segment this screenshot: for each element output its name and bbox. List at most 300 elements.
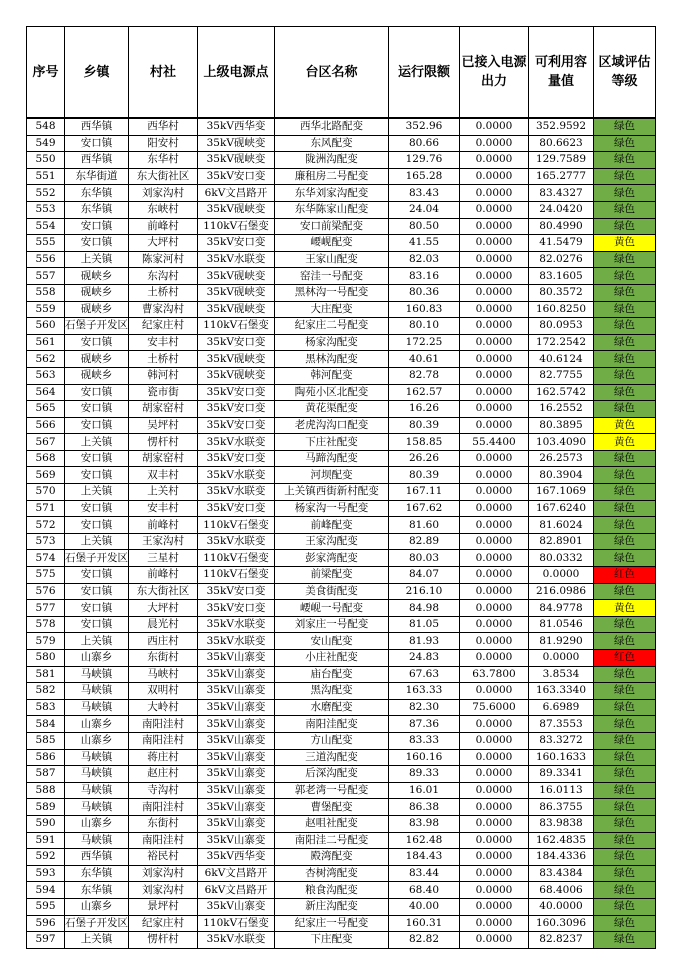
cell-village: 瓷市街 bbox=[129, 384, 198, 401]
cell-power-source: 35kV安口变 bbox=[198, 384, 275, 401]
cell-village: 东华村 bbox=[129, 152, 198, 169]
cell-township: 安口镇 bbox=[65, 500, 129, 517]
cell-connected-output: 0.0000 bbox=[460, 550, 529, 567]
cell-index: 567 bbox=[27, 434, 65, 451]
cell-connected-output: 0.0000 bbox=[460, 898, 529, 915]
table-row bbox=[27, 517, 656, 534]
cell-station-name: 上关镇西街新村配变 bbox=[275, 484, 389, 501]
cell-available-capacity: 0.0000 bbox=[529, 567, 594, 584]
cell-station-name: 马蹄沟配变 bbox=[275, 450, 389, 467]
table-row bbox=[27, 284, 656, 301]
cell-village: 东大街社区 bbox=[129, 583, 198, 600]
cell-township: 山寨乡 bbox=[65, 716, 129, 733]
cell-rating: 绿色 bbox=[594, 550, 656, 567]
cell-township: 马峡镇 bbox=[65, 749, 129, 766]
cell-station-name: 水磨配变 bbox=[275, 699, 389, 716]
cell-power-source: 35kV安口变 bbox=[198, 334, 275, 351]
cell-station-name: 曹堡配变 bbox=[275, 799, 389, 816]
cell-township: 安口镇 bbox=[65, 417, 129, 434]
cell-station-name: 陇洲沟配变 bbox=[275, 152, 389, 169]
cell-available-capacity: 167.6240 bbox=[529, 500, 594, 517]
cell-power-source: 35kV水联变 bbox=[198, 434, 275, 451]
cell-station-name: 东风配变 bbox=[275, 135, 389, 152]
cell-connected-output: 0.0000 bbox=[460, 849, 529, 866]
cell-power-source: 35kV水联变 bbox=[198, 467, 275, 484]
cell-limit: 184.43 bbox=[389, 849, 460, 866]
cell-connected-output: 0.0000 bbox=[460, 135, 529, 152]
cell-available-capacity: 80.0332 bbox=[529, 550, 594, 567]
table-row bbox=[27, 384, 656, 401]
cell-township: 砚峡乡 bbox=[65, 268, 129, 285]
header-village: 村社 bbox=[129, 27, 198, 119]
cell-available-capacity: 68.4006 bbox=[529, 882, 594, 899]
cell-power-source: 110kV石堡变 bbox=[198, 218, 275, 235]
cell-station-name: 东华刘家沟配变 bbox=[275, 185, 389, 202]
cell-township: 西华镇 bbox=[65, 118, 129, 135]
cell-limit: 89.33 bbox=[389, 766, 460, 783]
cell-available-capacity: 41.5479 bbox=[529, 235, 594, 252]
table-row bbox=[27, 699, 656, 716]
cell-rating: 黄色 bbox=[594, 235, 656, 252]
cell-township: 山寨乡 bbox=[65, 650, 129, 667]
cell-limit: 80.39 bbox=[389, 417, 460, 434]
cell-available-capacity: 83.4384 bbox=[529, 865, 594, 882]
header-available-capacity: 可利用容量值 bbox=[529, 27, 594, 119]
cell-township: 东华街道 bbox=[65, 168, 129, 185]
cell-village: 赵庄村 bbox=[129, 766, 198, 783]
cell-limit: 83.33 bbox=[389, 732, 460, 749]
cell-limit: 216.10 bbox=[389, 583, 460, 600]
cell-limit: 87.36 bbox=[389, 716, 460, 733]
cell-rating: 绿色 bbox=[594, 849, 656, 866]
header-row bbox=[27, 27, 656, 119]
cell-connected-output: 0.0000 bbox=[460, 782, 529, 799]
cell-limit: 82.89 bbox=[389, 533, 460, 550]
cell-village: 双丰村 bbox=[129, 467, 198, 484]
cell-index: 560 bbox=[27, 318, 65, 335]
cell-limit: 86.38 bbox=[389, 799, 460, 816]
cell-rating: 绿色 bbox=[594, 318, 656, 335]
table-row bbox=[27, 898, 656, 915]
cell-township: 马峡镇 bbox=[65, 799, 129, 816]
cell-station-name: 粮食沟配变 bbox=[275, 882, 389, 899]
cell-available-capacity: 83.9838 bbox=[529, 815, 594, 832]
cell-power-source: 35kV山寨变 bbox=[198, 832, 275, 849]
cell-station-name: 新庄沟配变 bbox=[275, 898, 389, 915]
cell-rating: 绿色 bbox=[594, 749, 656, 766]
cell-limit: 172.25 bbox=[389, 334, 460, 351]
cell-limit: 162.57 bbox=[389, 384, 460, 401]
cell-available-capacity: 82.8237 bbox=[529, 932, 594, 949]
cell-station-name: 殿湾配变 bbox=[275, 849, 389, 866]
cell-connected-output: 75.6000 bbox=[460, 699, 529, 716]
cell-connected-output: 0.0000 bbox=[460, 318, 529, 335]
cell-rating: 绿色 bbox=[594, 616, 656, 633]
cell-rating: 绿色 bbox=[594, 583, 656, 600]
cell-connected-output: 0.0000 bbox=[460, 732, 529, 749]
cell-township: 上关镇 bbox=[65, 251, 129, 268]
table-row bbox=[27, 218, 656, 235]
cell-connected-output: 0.0000 bbox=[460, 832, 529, 849]
cell-limit: 24.83 bbox=[389, 650, 460, 667]
cell-connected-output: 0.0000 bbox=[460, 484, 529, 501]
cell-rating: 绿色 bbox=[594, 533, 656, 550]
cell-township: 马峡镇 bbox=[65, 699, 129, 716]
cell-station-name: 下庄社配变 bbox=[275, 434, 389, 451]
cell-township: 石堡子开发区 bbox=[65, 550, 129, 567]
cell-index: 569 bbox=[27, 467, 65, 484]
cell-station-name: 窑洼一号配变 bbox=[275, 268, 389, 285]
cell-station-name: 陶苑小区北配变 bbox=[275, 384, 389, 401]
cell-index: 573 bbox=[27, 533, 65, 550]
cell-limit: 162.48 bbox=[389, 832, 460, 849]
cell-power-source: 35kV山寨变 bbox=[198, 666, 275, 683]
cell-village: 前峰村 bbox=[129, 517, 198, 534]
cell-village: 吴坪村 bbox=[129, 417, 198, 434]
cell-township: 马峡镇 bbox=[65, 832, 129, 849]
cell-index: 590 bbox=[27, 815, 65, 832]
cell-index: 575 bbox=[27, 567, 65, 584]
cell-township: 安口镇 bbox=[65, 334, 129, 351]
cell-rating: 绿色 bbox=[594, 135, 656, 152]
cell-rating: 绿色 bbox=[594, 832, 656, 849]
cell-limit: 82.03 bbox=[389, 251, 460, 268]
cell-connected-output: 0.0000 bbox=[460, 185, 529, 202]
cell-rating: 绿色 bbox=[594, 699, 656, 716]
cell-station-name: 下庄配变 bbox=[275, 932, 389, 949]
cell-power-source: 35kV砚峡变 bbox=[198, 268, 275, 285]
cell-index: 585 bbox=[27, 732, 65, 749]
cell-power-source: 35kV安口变 bbox=[198, 235, 275, 252]
cell-available-capacity: 216.0986 bbox=[529, 583, 594, 600]
cell-village: 寺沟村 bbox=[129, 782, 198, 799]
table-row bbox=[27, 749, 656, 766]
table-row bbox=[27, 251, 656, 268]
table-row bbox=[27, 666, 656, 683]
cell-connected-output: 0.0000 bbox=[460, 351, 529, 368]
cell-index: 582 bbox=[27, 683, 65, 700]
cell-rating: 绿色 bbox=[594, 865, 656, 882]
cell-power-source: 110kV石堡变 bbox=[198, 318, 275, 335]
cell-index: 596 bbox=[27, 915, 65, 932]
cell-available-capacity: 167.1069 bbox=[529, 484, 594, 501]
cell-village: 大岭村 bbox=[129, 699, 198, 716]
cell-index: 556 bbox=[27, 251, 65, 268]
cell-available-capacity: 80.3895 bbox=[529, 417, 594, 434]
cell-power-source: 35kV山寨变 bbox=[198, 766, 275, 783]
cell-village: 胡家窑村 bbox=[129, 450, 198, 467]
cell-township: 砚峡乡 bbox=[65, 367, 129, 384]
cell-station-name: 南阳洼二号配变 bbox=[275, 832, 389, 849]
cell-connected-output: 0.0000 bbox=[460, 600, 529, 617]
cell-village: 纪家庄村 bbox=[129, 318, 198, 335]
cell-rating: 绿色 bbox=[594, 185, 656, 202]
cell-power-source: 35kV水联变 bbox=[198, 616, 275, 633]
cell-power-source: 110kV石堡变 bbox=[198, 517, 275, 534]
cell-available-capacity: 82.8901 bbox=[529, 533, 594, 550]
cell-index: 561 bbox=[27, 334, 65, 351]
table-row bbox=[27, 135, 656, 152]
cell-rating: 绿色 bbox=[594, 334, 656, 351]
cell-township: 西华镇 bbox=[65, 152, 129, 169]
table-row bbox=[27, 467, 656, 484]
cell-index: 563 bbox=[27, 367, 65, 384]
cell-limit: 40.61 bbox=[389, 351, 460, 368]
cell-township: 山寨乡 bbox=[65, 898, 129, 915]
cell-station-name: 崾岘一号配变 bbox=[275, 600, 389, 617]
cell-connected-output: 0.0000 bbox=[460, 450, 529, 467]
cell-township: 砚峡乡 bbox=[65, 301, 129, 318]
cell-available-capacity: 80.4990 bbox=[529, 218, 594, 235]
cell-connected-output: 0.0000 bbox=[460, 865, 529, 882]
cell-limit: 160.16 bbox=[389, 749, 460, 766]
cell-connected-output: 0.0000 bbox=[460, 334, 529, 351]
cell-power-source: 35kV砚峡变 bbox=[198, 301, 275, 318]
table-row bbox=[27, 716, 656, 733]
cell-limit: 80.66 bbox=[389, 135, 460, 152]
cell-township: 东华镇 bbox=[65, 865, 129, 882]
header-index: 序号 bbox=[27, 27, 65, 119]
cell-rating: 绿色 bbox=[594, 168, 656, 185]
cell-village: 东峡村 bbox=[129, 201, 198, 218]
cell-rating: 红色 bbox=[594, 650, 656, 667]
cell-connected-output: 0.0000 bbox=[460, 517, 529, 534]
cell-limit: 82.30 bbox=[389, 699, 460, 716]
cell-township: 东华镇 bbox=[65, 882, 129, 899]
cell-rating: 绿色 bbox=[594, 766, 656, 783]
cell-township: 山寨乡 bbox=[65, 732, 129, 749]
cell-limit: 83.98 bbox=[389, 815, 460, 832]
cell-power-source: 35kV西华变 bbox=[198, 849, 275, 866]
cell-village: 西庄村 bbox=[129, 633, 198, 650]
cell-rating: 绿色 bbox=[594, 683, 656, 700]
cell-station-name: 后深沟配变 bbox=[275, 766, 389, 783]
cell-power-source: 35kV砚峡变 bbox=[198, 284, 275, 301]
table-row bbox=[27, 351, 656, 368]
cell-station-name: 美食街配变 bbox=[275, 583, 389, 600]
cell-power-source: 35kV山寨变 bbox=[198, 683, 275, 700]
table-row bbox=[27, 633, 656, 650]
cell-rating: 黄色 bbox=[594, 417, 656, 434]
cell-power-source: 35kV安口变 bbox=[198, 168, 275, 185]
cell-available-capacity: 6.6989 bbox=[529, 699, 594, 716]
cell-village: 陈家河村 bbox=[129, 251, 198, 268]
cell-limit: 352.96 bbox=[389, 118, 460, 135]
cell-available-capacity: 352.9592 bbox=[529, 118, 594, 135]
cell-connected-output: 0.0000 bbox=[460, 284, 529, 301]
cell-rating: 绿色 bbox=[594, 882, 656, 899]
table-row bbox=[27, 268, 656, 285]
cell-village: 南阳洼村 bbox=[129, 716, 198, 733]
cell-rating: 绿色 bbox=[594, 450, 656, 467]
cell-village: 东大街社区 bbox=[129, 168, 198, 185]
cell-power-source: 35kV西华变 bbox=[198, 118, 275, 135]
cell-available-capacity: 24.0420 bbox=[529, 201, 594, 218]
cell-township: 安口镇 bbox=[65, 401, 129, 418]
cell-index: 588 bbox=[27, 782, 65, 799]
cell-station-name: 王家沟配变 bbox=[275, 533, 389, 550]
cell-connected-output: 0.0000 bbox=[460, 583, 529, 600]
cell-limit: 24.04 bbox=[389, 201, 460, 218]
table-row bbox=[27, 334, 656, 351]
cell-rating: 绿色 bbox=[594, 932, 656, 949]
capacity-table bbox=[26, 26, 656, 949]
cell-rating: 绿色 bbox=[594, 384, 656, 401]
cell-township: 上关镇 bbox=[65, 484, 129, 501]
cell-rating: 绿色 bbox=[594, 467, 656, 484]
cell-rating: 绿色 bbox=[594, 401, 656, 418]
cell-rating: 绿色 bbox=[594, 915, 656, 932]
cell-limit: 84.98 bbox=[389, 600, 460, 617]
cell-station-name: 大庄配变 bbox=[275, 301, 389, 318]
table-row bbox=[27, 118, 656, 135]
cell-power-source: 35kV砚峡变 bbox=[198, 367, 275, 384]
cell-index: 550 bbox=[27, 152, 65, 169]
cell-rating: 红色 bbox=[594, 567, 656, 584]
cell-limit: 80.10 bbox=[389, 318, 460, 335]
cell-station-name: 前峰配变 bbox=[275, 517, 389, 534]
cell-available-capacity: 165.2777 bbox=[529, 168, 594, 185]
cell-rating: 绿色 bbox=[594, 484, 656, 501]
cell-power-source: 35kV水联变 bbox=[198, 484, 275, 501]
cell-index: 593 bbox=[27, 865, 65, 882]
cell-village: 三星村 bbox=[129, 550, 198, 567]
cell-village: 双明村 bbox=[129, 683, 198, 700]
cell-power-source: 110kV石堡变 bbox=[198, 567, 275, 584]
cell-available-capacity: 129.7589 bbox=[529, 152, 594, 169]
cell-station-name: 庙台配变 bbox=[275, 666, 389, 683]
table-row bbox=[27, 583, 656, 600]
cell-rating: 绿色 bbox=[594, 799, 656, 816]
table-row bbox=[27, 799, 656, 816]
table-row bbox=[27, 185, 656, 202]
cell-station-name: 西华北路配变 bbox=[275, 118, 389, 135]
cell-index: 581 bbox=[27, 666, 65, 683]
table-row bbox=[27, 815, 656, 832]
cell-station-name: 王家山配变 bbox=[275, 251, 389, 268]
cell-available-capacity: 16.0113 bbox=[529, 782, 594, 799]
table-row bbox=[27, 235, 656, 252]
cell-connected-output: 0.0000 bbox=[460, 152, 529, 169]
table-row bbox=[27, 201, 656, 218]
cell-village: 刘家沟村 bbox=[129, 865, 198, 882]
table-row bbox=[27, 932, 656, 949]
cell-station-name: 黑林沟配变 bbox=[275, 351, 389, 368]
cell-rating: 绿色 bbox=[594, 517, 656, 534]
cell-limit: 26.26 bbox=[389, 450, 460, 467]
cell-available-capacity: 80.0953 bbox=[529, 318, 594, 335]
cell-available-capacity: 86.3755 bbox=[529, 799, 594, 816]
cell-limit: 41.55 bbox=[389, 235, 460, 252]
cell-township: 西华镇 bbox=[65, 849, 129, 866]
cell-township: 安口镇 bbox=[65, 567, 129, 584]
cell-power-source: 35kV砚峡变 bbox=[198, 201, 275, 218]
cell-village: 蒋庄村 bbox=[129, 749, 198, 766]
header-township: 乡镇 bbox=[65, 27, 129, 119]
cell-township: 东华镇 bbox=[65, 201, 129, 218]
cell-village: 上关村 bbox=[129, 484, 198, 501]
cell-index: 548 bbox=[27, 118, 65, 135]
cell-connected-output: 0.0000 bbox=[460, 567, 529, 584]
cell-village: 南阳洼村 bbox=[129, 799, 198, 816]
cell-township: 石堡子开发区 bbox=[65, 318, 129, 335]
table-row bbox=[27, 318, 656, 335]
cell-power-source: 110kV石堡变 bbox=[198, 550, 275, 567]
cell-index: 592 bbox=[27, 849, 65, 866]
table-row bbox=[27, 782, 656, 799]
cell-connected-output: 55.4400 bbox=[460, 434, 529, 451]
cell-limit: 80.39 bbox=[389, 467, 460, 484]
cell-index: 553 bbox=[27, 201, 65, 218]
cell-index: 577 bbox=[27, 600, 65, 617]
cell-limit: 129.76 bbox=[389, 152, 460, 169]
cell-available-capacity: 162.5742 bbox=[529, 384, 594, 401]
cell-available-capacity: 0.0000 bbox=[529, 650, 594, 667]
table-row bbox=[27, 567, 656, 584]
cell-village: 前峰村 bbox=[129, 567, 198, 584]
cell-connected-output: 0.0000 bbox=[460, 268, 529, 285]
cell-index: 564 bbox=[27, 384, 65, 401]
cell-station-name: 小庄社配变 bbox=[275, 650, 389, 667]
cell-rating: 绿色 bbox=[594, 284, 656, 301]
cell-connected-output: 0.0000 bbox=[460, 367, 529, 384]
cell-power-source: 35kV山寨变 bbox=[198, 799, 275, 816]
cell-power-source: 35kV山寨变 bbox=[198, 749, 275, 766]
cell-power-source: 35kV山寨变 bbox=[198, 898, 275, 915]
cell-available-capacity: 103.4090 bbox=[529, 434, 594, 451]
cell-available-capacity: 87.3553 bbox=[529, 716, 594, 733]
cell-index: 576 bbox=[27, 583, 65, 600]
cell-index: 591 bbox=[27, 832, 65, 849]
table-row bbox=[27, 401, 656, 418]
cell-village: 阳安村 bbox=[129, 135, 198, 152]
cell-power-source: 35kV水联变 bbox=[198, 633, 275, 650]
header-power-source: 上级电源点 bbox=[198, 27, 275, 119]
cell-village: 刘家沟村 bbox=[129, 185, 198, 202]
cell-rating: 绿色 bbox=[594, 251, 656, 268]
cell-limit: 83.16 bbox=[389, 268, 460, 285]
cell-index: 557 bbox=[27, 268, 65, 285]
cell-limit: 82.78 bbox=[389, 367, 460, 384]
cell-index: 572 bbox=[27, 517, 65, 534]
cell-station-name: 前梁配变 bbox=[275, 567, 389, 584]
cell-station-name: 廉租房二号配变 bbox=[275, 168, 389, 185]
cell-village: 前峰村 bbox=[129, 218, 198, 235]
cell-available-capacity: 80.3572 bbox=[529, 284, 594, 301]
cell-connected-output: 0.0000 bbox=[460, 533, 529, 550]
cell-connected-output: 0.0000 bbox=[460, 251, 529, 268]
cell-index: 583 bbox=[27, 699, 65, 716]
cell-index: 549 bbox=[27, 135, 65, 152]
cell-township: 马峡镇 bbox=[65, 782, 129, 799]
cell-station-name: 黑林沟一号配变 bbox=[275, 284, 389, 301]
cell-township: 安口镇 bbox=[65, 600, 129, 617]
table-row bbox=[27, 766, 656, 783]
cell-power-source: 35kV山寨变 bbox=[198, 716, 275, 733]
cell-power-source: 35kV砚峡变 bbox=[198, 351, 275, 368]
cell-power-source: 35kV山寨变 bbox=[198, 732, 275, 749]
cell-rating: 绿色 bbox=[594, 782, 656, 799]
cell-rating: 绿色 bbox=[594, 666, 656, 683]
cell-village: 东街村 bbox=[129, 650, 198, 667]
cell-available-capacity: 89.3341 bbox=[529, 766, 594, 783]
cell-rating: 绿色 bbox=[594, 301, 656, 318]
cell-station-name: 赵咀社配变 bbox=[275, 815, 389, 832]
cell-village: 愣杆村 bbox=[129, 434, 198, 451]
cell-power-source: 110kV石堡变 bbox=[198, 915, 275, 932]
cell-available-capacity: 82.7755 bbox=[529, 367, 594, 384]
cell-rating: 绿色 bbox=[594, 351, 656, 368]
